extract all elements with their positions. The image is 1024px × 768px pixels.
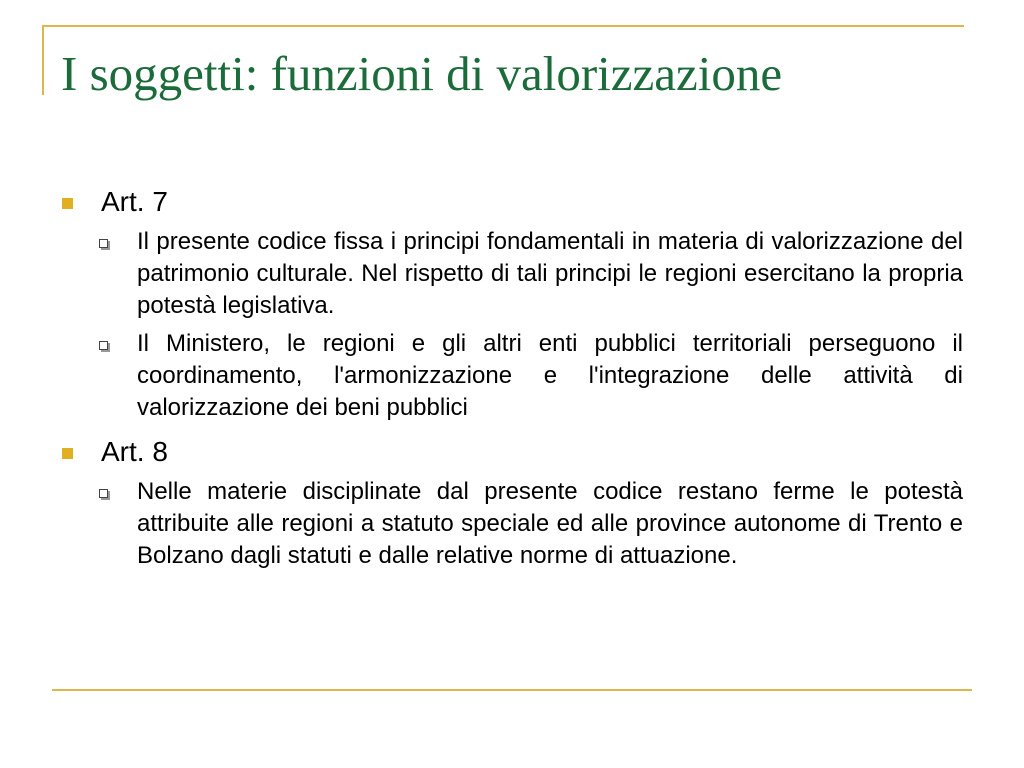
sub-bullet-text: Il presente codice fissa i principi fondamentali in materia di valorizzazione del patrimonio culturale. Nel rispetto di tali principi le regioni esercitano la propria potestà legislativa. <box>137 228 963 319</box>
sub-bullet-item <box>137 328 963 424</box>
hollow-square-bullet-icon <box>99 489 108 498</box>
section-heading-text: Art. 7 <box>101 186 168 217</box>
sub-bullet-text: Nelle materie disciplinate dal presente codice restano ferme le potestà attribuite alle regioni a statuto speciale ed alle province autonome di Trento e Bolzano dagli statuti e dalle relative norme di attuazione. <box>137 478 963 569</box>
top-rule <box>42 25 964 27</box>
bottom-rule <box>52 689 972 691</box>
sub-bullet-text: Il Ministero, le regioni e gli altri enti pubblici territoriali perseguono il coordinamento, l'armonizzazione e l'integrazione delle attività di valorizzazione dei beni pubblici <box>137 330 963 421</box>
slide-title: I soggetti: funzioni di valorizzazione <box>61 46 783 101</box>
section-heading-text: Art. 8 <box>101 436 168 467</box>
sub-bullet-item <box>137 476 963 572</box>
section-heading-art-7 <box>56 184 963 220</box>
section-heading-art-8 <box>56 434 963 470</box>
sub-bullet-item <box>137 226 963 322</box>
square-bullet-icon <box>62 448 73 459</box>
hollow-square-bullet-icon <box>99 239 108 248</box>
square-bullet-icon <box>62 198 73 209</box>
hollow-square-bullet-icon <box>99 341 108 350</box>
left-rule <box>42 25 44 95</box>
slide-body <box>56 184 963 578</box>
